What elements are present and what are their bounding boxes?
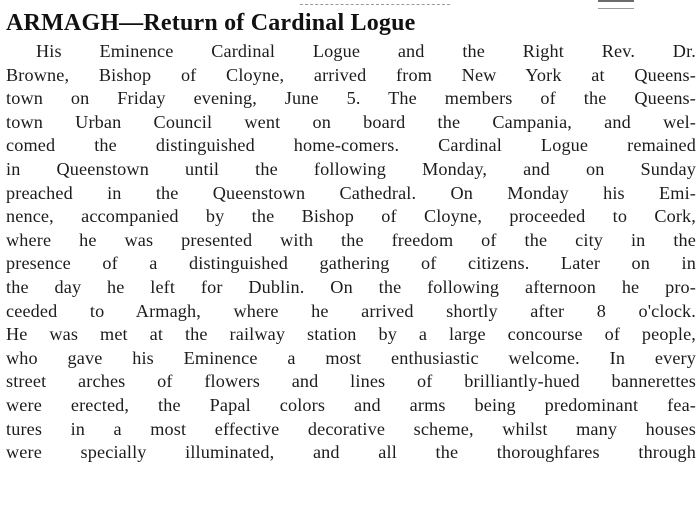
article-line: town Urban Council went on board the Campania, and wel- xyxy=(6,111,696,132)
article-line: in Queenstown until the following Monday, and on Sunday xyxy=(6,158,696,179)
article-line: presence of a distinguished gathering of citizens. Later on in xyxy=(6,253,696,274)
article-line: ceeded to Armagh, where he arrived shortly after 8 o'clock. xyxy=(6,300,696,321)
article-line: were specially illuminated, and all the thoroughfares through xyxy=(6,442,696,463)
article-line: He was met at the railway station by a large concourse of people, xyxy=(6,324,696,345)
article-line: His Eminence Cardinal Logue and the Right Rev. Dr. xyxy=(36,41,696,61)
article-line: were erected, the Papal colors and arms being predominant fea- xyxy=(6,394,696,415)
article-line: comed the distinguished home-comers. Cardinal Logue remained xyxy=(6,135,696,156)
article-line: who gave his Eminence a most enthusiastic welcome. In every xyxy=(6,347,696,368)
top-ornament xyxy=(598,0,634,9)
article-line: tures in a most effective decorative scheme, whilst many houses xyxy=(6,418,696,439)
article-line: Browne, Bishop of Cloyne, arrived from New York at Queens- xyxy=(6,64,696,85)
article-line: where he was presented with the freedom of the city in the xyxy=(6,229,696,250)
article-body xyxy=(6,40,696,465)
article-headline: ARMAGH—Return of Cardinal Logue xyxy=(6,10,416,36)
article-line: the day he left for Dublin. On the following afternoon he pro- xyxy=(6,276,696,297)
top-divider xyxy=(300,0,450,5)
article-line: preached in the Queenstown Cathedral. On Monday his Emi- xyxy=(6,182,696,203)
article-line: street arches of flowers and lines of brilliantly-hued bannerettes xyxy=(6,371,696,392)
article-line: nence, accompanied by the Bishop of Cloyne, proceeded to Cork, xyxy=(6,206,696,227)
article-line: town on Friday evening, June 5. The members of the Queens- xyxy=(6,88,696,109)
